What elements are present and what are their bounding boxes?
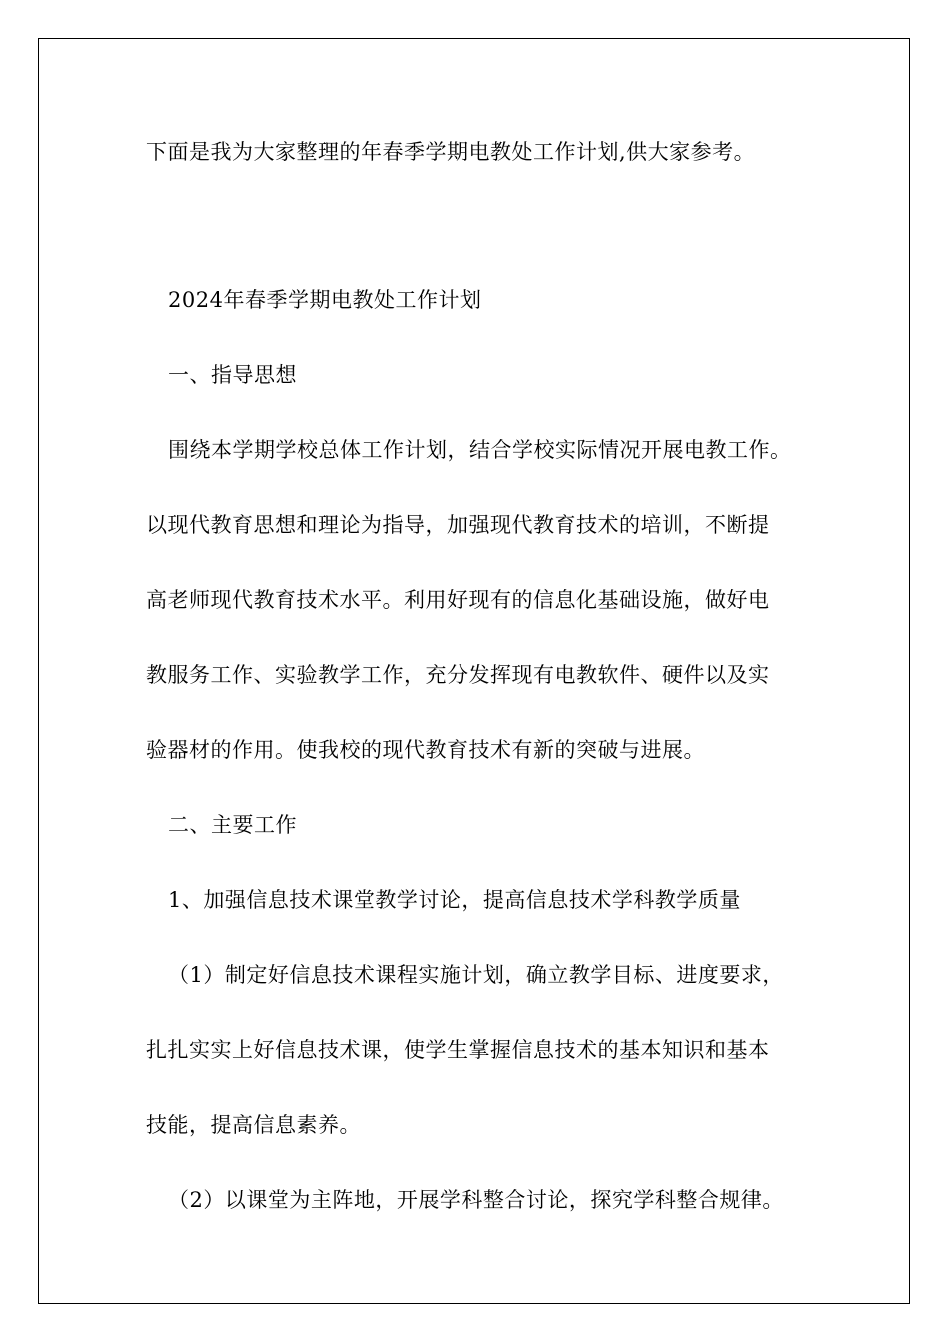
paragraph-line: 扎扎实实上好信息技术课，使学生掌握信息技术的基本知识和基本 [146,1038,770,1062]
paragraph-line: 验器材的作用。使我校的现代教育技术有新的突破与进展。 [146,738,705,762]
paragraph-line: 技能，提高信息素养。 [146,1113,361,1137]
paragraph-line: （2）以课堂为主阵地，开展学科整合讨论，探究学科整合规律。 [168,1188,784,1212]
document-title: 2024年春季学期电教处工作计划 [168,288,482,312]
section-heading-guiding-ideology: 一、指导思想 [168,363,297,387]
subsection-heading: 1、加强信息技术课堂教学讨论，提高信息技术学科教学质量 [168,888,741,912]
paragraph-line: 教服务工作、实验教学工作，充分发挥现有电教软件、硬件以及实 [146,663,770,687]
paragraph-line: 高老师现代教育技术水平。利用好现有的信息化基础设施，做好电 [146,588,770,612]
paragraph-line: 以现代教育思想和理论为指导，加强现代教育技术的培训，不断提 [146,513,770,537]
paragraph-line: （1）制定好信息技术课程实施计划，确立教学目标、进度要求， [168,963,784,987]
section-heading-main-work: 二、主要工作 [168,813,297,837]
intro-paragraph: 下面是我为大家整理的年春季学期电教处工作计划,供大家参考。 [146,140,756,164]
paragraph-line: 围绕本学期学校总体工作计划，结合学校实际情况开展电教工作。 [168,438,792,462]
